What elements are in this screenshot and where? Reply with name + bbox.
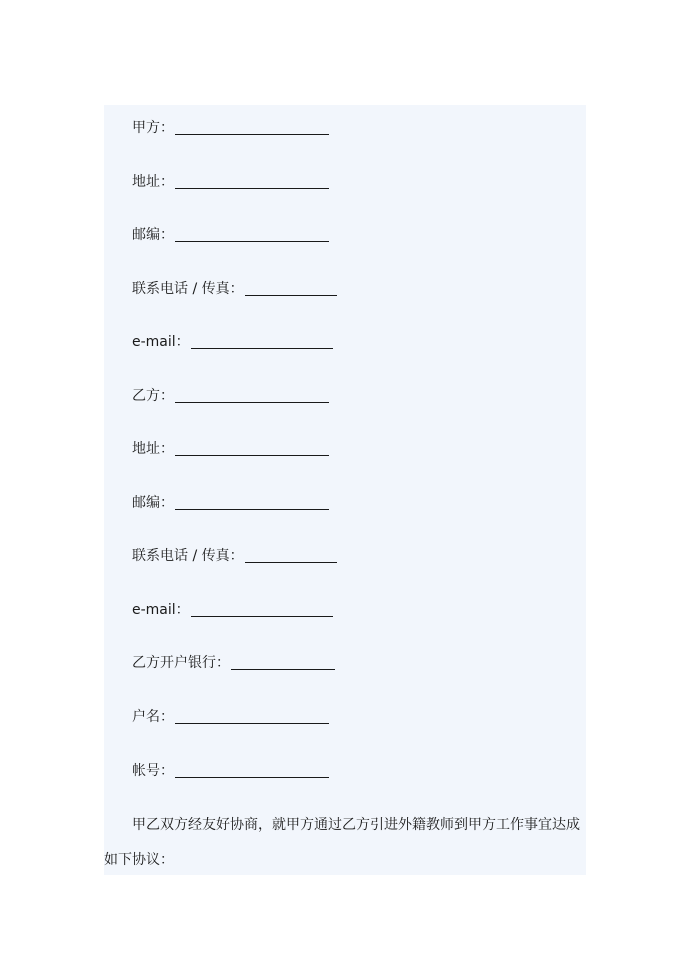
field-label: 乙方开户银行： [132, 655, 230, 671]
field-label: 帐号： [132, 763, 174, 779]
blank-underline [175, 226, 329, 242]
party-b-postcode-field [132, 493, 329, 513]
agreement-intro-line1: 甲乙双方经友好协商，就甲方通过乙方引进外籍教师到甲方工作事宜达成 [132, 817, 580, 833]
field-label: 邮编： [132, 495, 174, 511]
field-label: 户名： [132, 709, 174, 725]
blank-underline [175, 762, 329, 778]
field-label: 邮编： [132, 227, 174, 243]
field-label: 地址： [132, 174, 174, 190]
blank-underline [231, 654, 335, 670]
party-a-email-field [132, 332, 333, 352]
party-b-phone-fax-field [132, 546, 337, 566]
blank-underline [191, 333, 333, 349]
blank-underline [175, 494, 329, 510]
field-label: 地址： [132, 441, 174, 457]
party-a-name-field [132, 118, 329, 138]
blank-underline [175, 708, 329, 724]
party-b-address-field [132, 439, 329, 459]
account-name-field [132, 707, 329, 727]
party-b-name-field [132, 386, 329, 406]
blank-underline [191, 601, 333, 617]
blank-underline [245, 280, 337, 296]
blank-underline [175, 440, 329, 456]
content-highlight-block [104, 105, 586, 875]
party-a-phone-fax-field [132, 279, 337, 299]
party-a-address-field [132, 172, 329, 192]
blank-underline [175, 173, 329, 189]
blank-underline [175, 387, 329, 403]
field-label: 联系电话 / 传真： [132, 548, 244, 564]
blank-underline [245, 547, 337, 563]
account-number-field [132, 761, 329, 781]
party-a-postcode-field [132, 225, 329, 245]
blank-underline [175, 119, 329, 135]
field-label: 乙方： [132, 388, 174, 404]
field-label: e-mail： [132, 334, 190, 350]
party-b-bank-field [132, 653, 335, 673]
agreement-intro-line2: 如下协议： [104, 852, 174, 868]
field-label: 联系电话 / 传真： [132, 281, 244, 297]
field-label: e-mail： [132, 602, 190, 618]
party-b-email-field [132, 600, 333, 620]
field-label: 甲方： [132, 120, 174, 136]
